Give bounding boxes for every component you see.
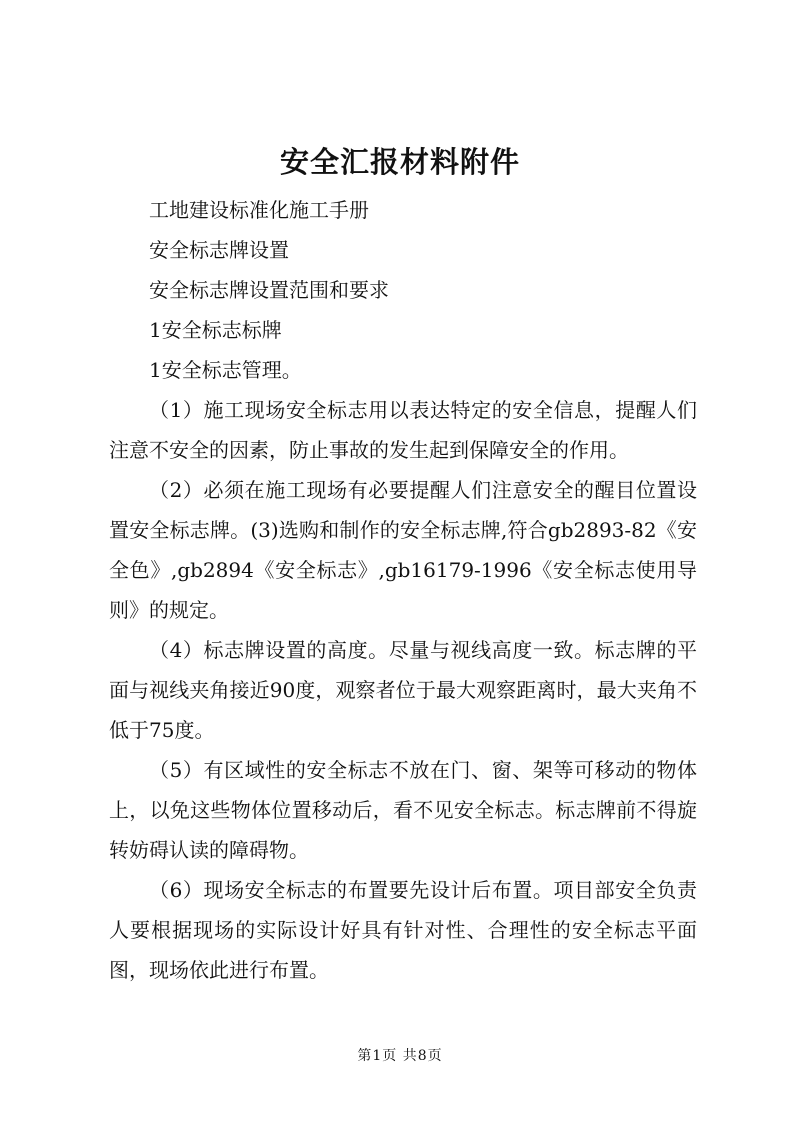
paragraph-sign-setup: 安全标志牌设置 — [149, 238, 289, 262]
paragraph-item-1: （1）施工现场安全标志用以表达特定的安全信息，提醒人们注意不安全的因素，防止事故的发生起到保障安全的作用。 — [109, 398, 697, 462]
paragraph-section-1: 1安全标志标牌 — [149, 318, 282, 342]
paragraph-item-6: （6）现场安全标志的布置要先设计后布置。项目部安全负责人要根据现场的实际设计好具有针对性、合理性的安全标志平面图，现场依此进行布置。 — [109, 878, 697, 982]
paragraph-handbook: 工地建设标准化施工手册 — [149, 198, 369, 222]
paragraph-item-2-3: （2）必须在施工现场有必要提醒人们注意安全的醒目位置设置安全标志牌。(3)选购和制作的安全标志牌,符合gb2893-82《安全色》,gb2894《安全标志》,gb16179-1996《安全标志使用导则》的规定。 — [109, 478, 697, 622]
paragraph-scope: 安全标志牌设置范围和要求 — [149, 278, 389, 302]
document-body — [109, 190, 697, 990]
paragraph-section-1-management: 1安全标志管理。 — [149, 358, 302, 382]
paragraph-item-4: （4）标志牌设置的高度。尽量与视线高度一致。标志牌的平面与视线夹角接近90度，观察者位于最大观察距离时，最大夹角不低于75度。 — [109, 638, 697, 742]
document-title: 安全汇报材料附件 — [279, 145, 520, 179]
paragraph-item-5: （5）有区域性的安全标志不放在门、窗、架等可移动的物体上，以免这些物体位置移动后，看不见安全标志。标志牌前不得旋转妨碍认读的障碍物。 — [109, 758, 697, 862]
page-footer: 第1页 共8页 — [357, 1048, 443, 1064]
